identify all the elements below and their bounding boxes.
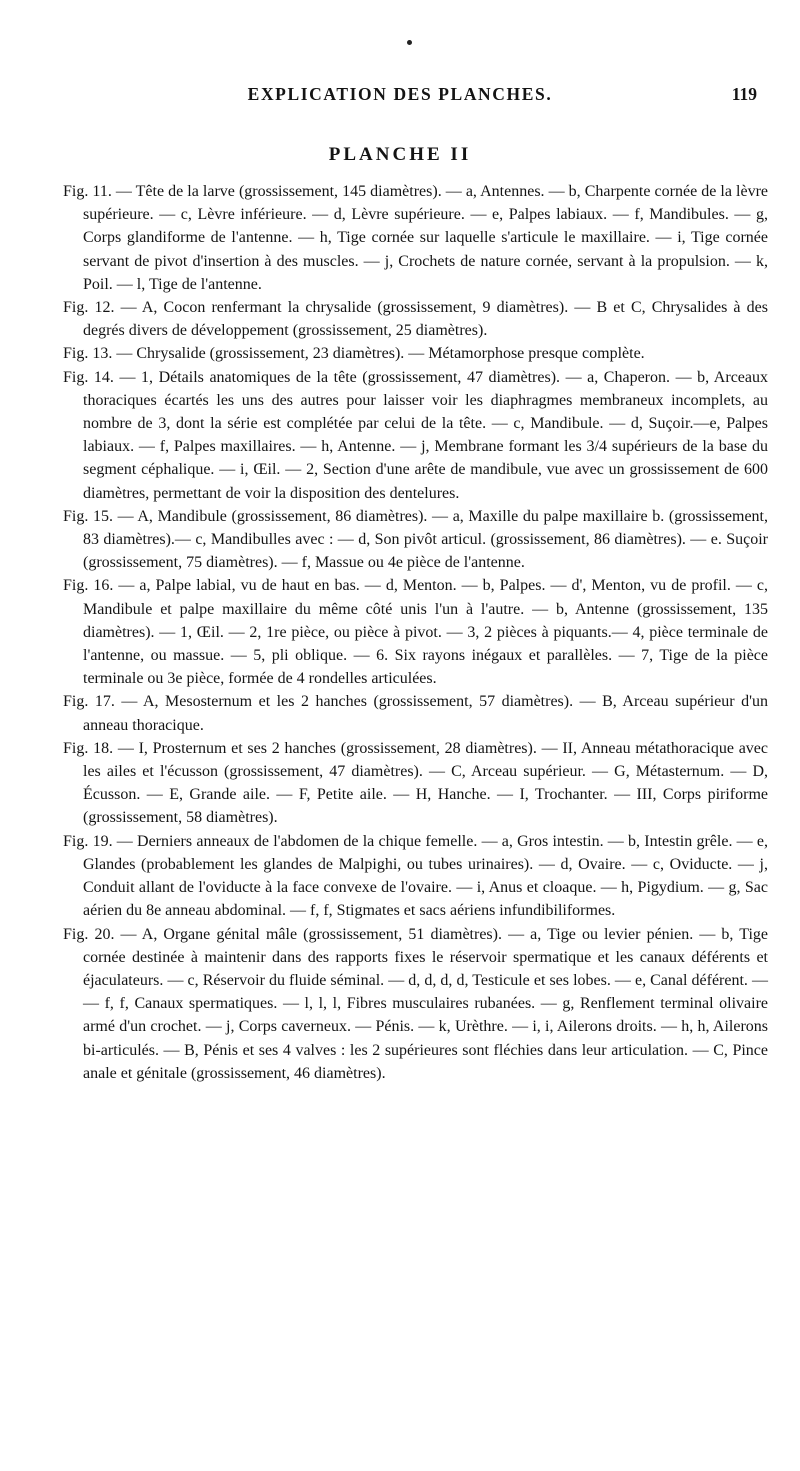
figure-legend-fig-18: Fig. 18. — I, Prosternum et ses 2 hanches (grossissement, 28 diamètres). — II, Anneau métathoracique avec les ailes et l'écusson (grossissement, 47 diamètres). — C, Arceau supérieur. — G, Métasternum. — D, Écusson. — E, Grande aile. — F, Petite aile. — H, Hanche. — I, Trochanter. — III, Corps piriforme (grossissement, 58 diamètres). <box>63 739 768 827</box>
figure-legend-fig-14: Fig. 14. — 1, Détails anatomiques de la tête (grossissement, 47 diamètres). — a, Chaperon. — b, Arceaux thoraciques écartés les uns des autres pour laisser voir les diaphragmes membraneux incomplets, au nombre de 3, dont la série est complétée par celui de la tête. — c, Mandibule. — d, Suçoir.—e, Palpes labiaux. — f, Palpes maxillaires. — h, Antenne. — j, Membrane formant les 3/4 supérieurs de la base du segment céphalique. — i, Œil. — 2, Section d'une arête de mandibule, vue avec un grossissement de 600 diamètres, permettant de voir la disposition des dentelures. <box>63 368 768 502</box>
figure-legend-fig-15: Fig. 15. — A, Mandibule (grossissement, 86 diamètres). — a, Maxille du palpe maxillaire b. (grossissement, 83 diamètres).— c, Mandibulles avec : — d, Son pivôt articul. (grossissement, 86 diamètres). — e. Suçoir (grossissement, 75 diamètres). — f, Massue ou 4e pièce de l'antenne. <box>63 507 768 572</box>
running-title: EXPLICATION DES PLANCHES. <box>247 84 553 104</box>
figure-legend-list <box>63 180 768 1085</box>
plate-title: PLANCHE II <box>328 144 472 165</box>
page-number: 119 <box>731 84 757 104</box>
printed-dot <box>407 40 412 45</box>
figure-legend-fig-16: Fig. 16. — a, Palpe labial, vu de haut en bas. — d, Menton. — b, Palpes. — d', Menton, vu de profil. — c, Mandibule et palpe maxillaire du même côté unis l'un à l'autre. — b, Antenne (grossissement, 135 diamètres). — 1, Œil. — 2, 1re pièce, ou pièce à pivot. — 3, 2 pièces à piquants.— 4, pièce terminale de l'antenne, ou massue. — 5, pli oblique. — 6. Six rayons inégaux et parallèles. — 7, Tige de la pièce terminale ou 3e pièce, formée de 4 rondelles articulées. <box>63 577 768 688</box>
figure-legend-fig-20: Fig. 20. — A, Organe génital mâle (grossissement, 51 diamètres). — a, Tige ou levier pénien. — b, Tige cornée destinée à maintenir dans des rapports fixes le réservoir spermatique et les canaux déférents et éjaculateurs. — c, Réservoir du fluide séminal. — d, d, d, d, Testicule et ses lobes. — e, Canal déférent. — — f, f, Canaux spermatiques. — l, l, l, Fibres musculaires rubanées. — g, Renflement terminal olivaire armé d'un crochet. — j, Corps caverneux. — Pénis. — k, Urèthre. — i, i, Ailerons droits. — h, h, Ailerons bi-articulés. — B, Pénis et ses 4 valves : les 2 supérieures sont fléchies dans leur articulation. — C, Pince anale et génitale (grossissement, 46 diamètres). <box>63 925 768 1082</box>
figure-legend-fig-17: Fig. 17. — A, Mesosternum et les 2 hanches (grossissement, 57 diamètres). — B, Arceau supérieur d'un anneau thoracique. <box>63 693 768 734</box>
running-head <box>0 84 800 108</box>
figure-legend-fig-13: Fig. 13. — Chrysalide (grossissement, 23 diamètres). — Métamorphose presque complète. <box>63 345 645 363</box>
figure-legend-fig-12: Fig. 12. — A, Cocon renfermant la chrysalide (grossissement, 9 diamètres). — B et C, Chrysalides à des degrés divers de développement (grossissement, 25 diamètres). <box>63 299 768 340</box>
figure-legend-fig-11: Fig. 11. — Tête de la larve (grossissement, 145 diamètres). — a, Antennes. — b, Charpente cornée de la lèvre supérieure. — c, Lèvre inférieure. — d, Lèvre supérieure. — e, Palpes labiaux. — f, Mandibules. — g, Corps glandiforme de l'antenne. — h, Tige cornée sur laquelle s'articule le maxillaire. — i, Tige cornée servant de pivot d'insertion à des muscles. — j, Crochets de nature cornée, servant à la propulsion. — k, Poil. — l, Tige de l'antenne. <box>63 183 768 293</box>
figure-legend-fig-19: Fig. 19. — Derniers anneaux de l'abdomen de la chique femelle. — a, Gros intestin. — b, Intestin grêle. — e, Glandes (probablement les glandes de Malpighi, ou tubes urinaires). — d, Ovaire. — c, Oviducte. — j, Conduit allant de l'oviducte à la face convexe de l'ovaire. — i, Anus et cloaque. — h, Pigydium. — g, Sac aérien du 8e anneau abdominal. — f, f, Stigmates et sacs aériens infundibiliformes. <box>63 832 768 920</box>
